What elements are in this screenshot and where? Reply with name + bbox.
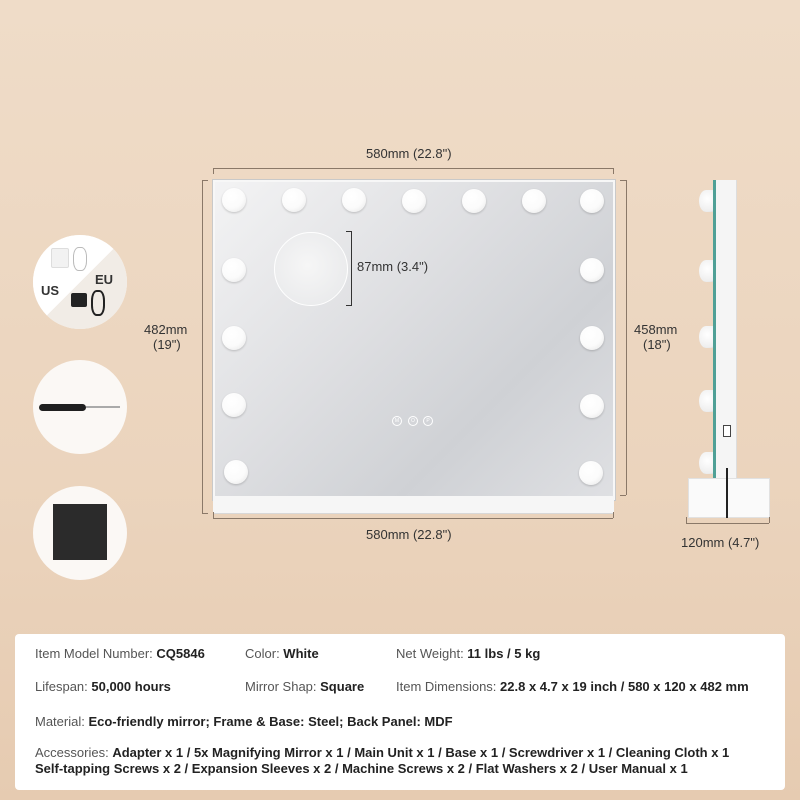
cleaning-cloth-icon xyxy=(53,504,107,560)
bulb-icon xyxy=(580,394,604,418)
top-width-label: 580mm (22.8") xyxy=(366,146,452,161)
tick xyxy=(620,180,626,181)
side-base xyxy=(688,478,770,518)
bottom-width-label: 580mm (22.8") xyxy=(366,527,452,542)
spec-label: Net Weight: xyxy=(396,646,468,661)
screwdriver-circle xyxy=(33,360,127,454)
right-height-label: 458mm xyxy=(634,322,678,337)
spec-weight xyxy=(396,646,540,661)
us-cable-icon xyxy=(73,247,87,271)
bulb-icon xyxy=(402,189,426,213)
eu-cable-icon xyxy=(91,290,105,316)
tick xyxy=(202,180,208,181)
tick xyxy=(769,517,770,523)
spec-color xyxy=(245,646,319,661)
mirror-base xyxy=(213,496,614,514)
bulb-icon xyxy=(342,188,366,212)
side-bulb-icon xyxy=(699,452,713,474)
top-width-line xyxy=(213,168,613,169)
bottom-width-line xyxy=(213,518,613,519)
eu-label: EU xyxy=(95,272,114,287)
adapter-circle xyxy=(33,235,127,329)
spec-value: Self-tapping Screws x 2 / Expansion Sleeves x 2 / Machine Screws x 2 / Flat Washers x 2 / User Manual x 1 xyxy=(35,761,688,776)
spec-accessories-line2 xyxy=(35,761,688,776)
left-height-in-label: (19") xyxy=(153,337,181,352)
spec-material xyxy=(35,714,453,729)
screwdriver-handle-icon xyxy=(39,404,86,411)
spec-value: CQ5846 xyxy=(156,646,205,661)
spec-accessories xyxy=(35,745,729,760)
tick xyxy=(346,305,352,306)
side-glass xyxy=(713,180,716,500)
tick xyxy=(613,168,614,174)
bulb-icon xyxy=(224,460,248,484)
bulb-icon xyxy=(462,189,486,213)
screwdriver-shaft-icon xyxy=(86,406,120,408)
side-bulb-icon xyxy=(699,326,713,348)
us-label: US xyxy=(41,283,60,298)
magnifying-mirror xyxy=(274,232,348,306)
left-height-label: 482mm xyxy=(144,322,188,337)
tick xyxy=(686,517,687,523)
spec-value: 50,000 hours xyxy=(91,679,171,694)
bulb-icon xyxy=(580,258,604,282)
depth-label: 120mm (4.7") xyxy=(681,535,760,550)
bulb-icon xyxy=(222,393,246,417)
spec-label: Color: xyxy=(245,646,284,661)
bulb-icon xyxy=(222,326,246,350)
side-bulb-icon xyxy=(699,260,713,282)
bulb-icon xyxy=(222,188,246,212)
spec-shape xyxy=(245,679,364,694)
tick xyxy=(620,495,626,496)
spec-label: Lifespan: xyxy=(35,679,92,694)
side-bulb-icon xyxy=(699,190,713,212)
spec-value: White xyxy=(283,646,319,661)
side-frame xyxy=(716,180,737,500)
spec-label: Item Model Number: xyxy=(35,646,157,661)
us-adapter-icon xyxy=(51,248,69,268)
spec-value: 22.8 x 4.7 x 19 inch / 580 x 120 x 482 mm xyxy=(500,679,749,694)
spec-value: Square xyxy=(320,679,365,694)
tick xyxy=(213,512,214,518)
tick xyxy=(346,231,352,232)
bulb-icon xyxy=(222,258,246,282)
side-bulb-icon xyxy=(699,390,713,412)
spec-value: Adapter x 1 / 5x Magnifying Mirror x 1 / Main Unit x 1 / Base x 1 / Screwdriver x 1 / Cleaning Cloth x 1 xyxy=(112,745,730,760)
magnifier-size-label: 87mm (3.4") xyxy=(357,259,429,274)
magnifier-dim-line xyxy=(351,231,352,305)
tick xyxy=(613,512,614,518)
right-height-in-label: (18") xyxy=(643,337,671,352)
bulb-icon xyxy=(580,326,604,350)
spec-dimensions xyxy=(396,679,749,694)
spec-lifespan xyxy=(35,679,171,694)
spec-label: Item Dimensions: xyxy=(396,679,501,694)
left-height-line xyxy=(202,180,203,513)
spec-label: Material: xyxy=(35,714,89,729)
touch-button-power-icon[interactable]: O xyxy=(408,416,418,426)
mirror-front xyxy=(213,180,615,500)
spec-label: Mirror Shap: xyxy=(245,679,321,694)
touch-button-m-icon[interactable]: M xyxy=(392,416,402,426)
tick xyxy=(202,513,208,514)
touch-button-p-icon[interactable]: P xyxy=(423,416,433,426)
spec-value: Eco-friendly mirror; Frame & Base: Steel; Back Panel: MDF xyxy=(88,714,453,729)
spec-label: Accessories: xyxy=(35,745,113,760)
depth-line xyxy=(686,523,769,524)
cloth-circle xyxy=(33,486,127,580)
usb-port-icon xyxy=(723,425,731,437)
tick xyxy=(213,168,214,174)
bulb-icon xyxy=(282,188,306,212)
bulb-icon xyxy=(580,189,604,213)
eu-adapter-icon xyxy=(71,293,87,307)
power-cord-icon xyxy=(726,468,728,518)
right-height-line xyxy=(626,180,627,495)
spec-card xyxy=(15,634,785,790)
spec-value: 11 lbs / 5 kg xyxy=(467,646,541,661)
bulb-icon xyxy=(579,461,603,485)
spec-model xyxy=(35,646,205,661)
bulb-icon xyxy=(522,189,546,213)
